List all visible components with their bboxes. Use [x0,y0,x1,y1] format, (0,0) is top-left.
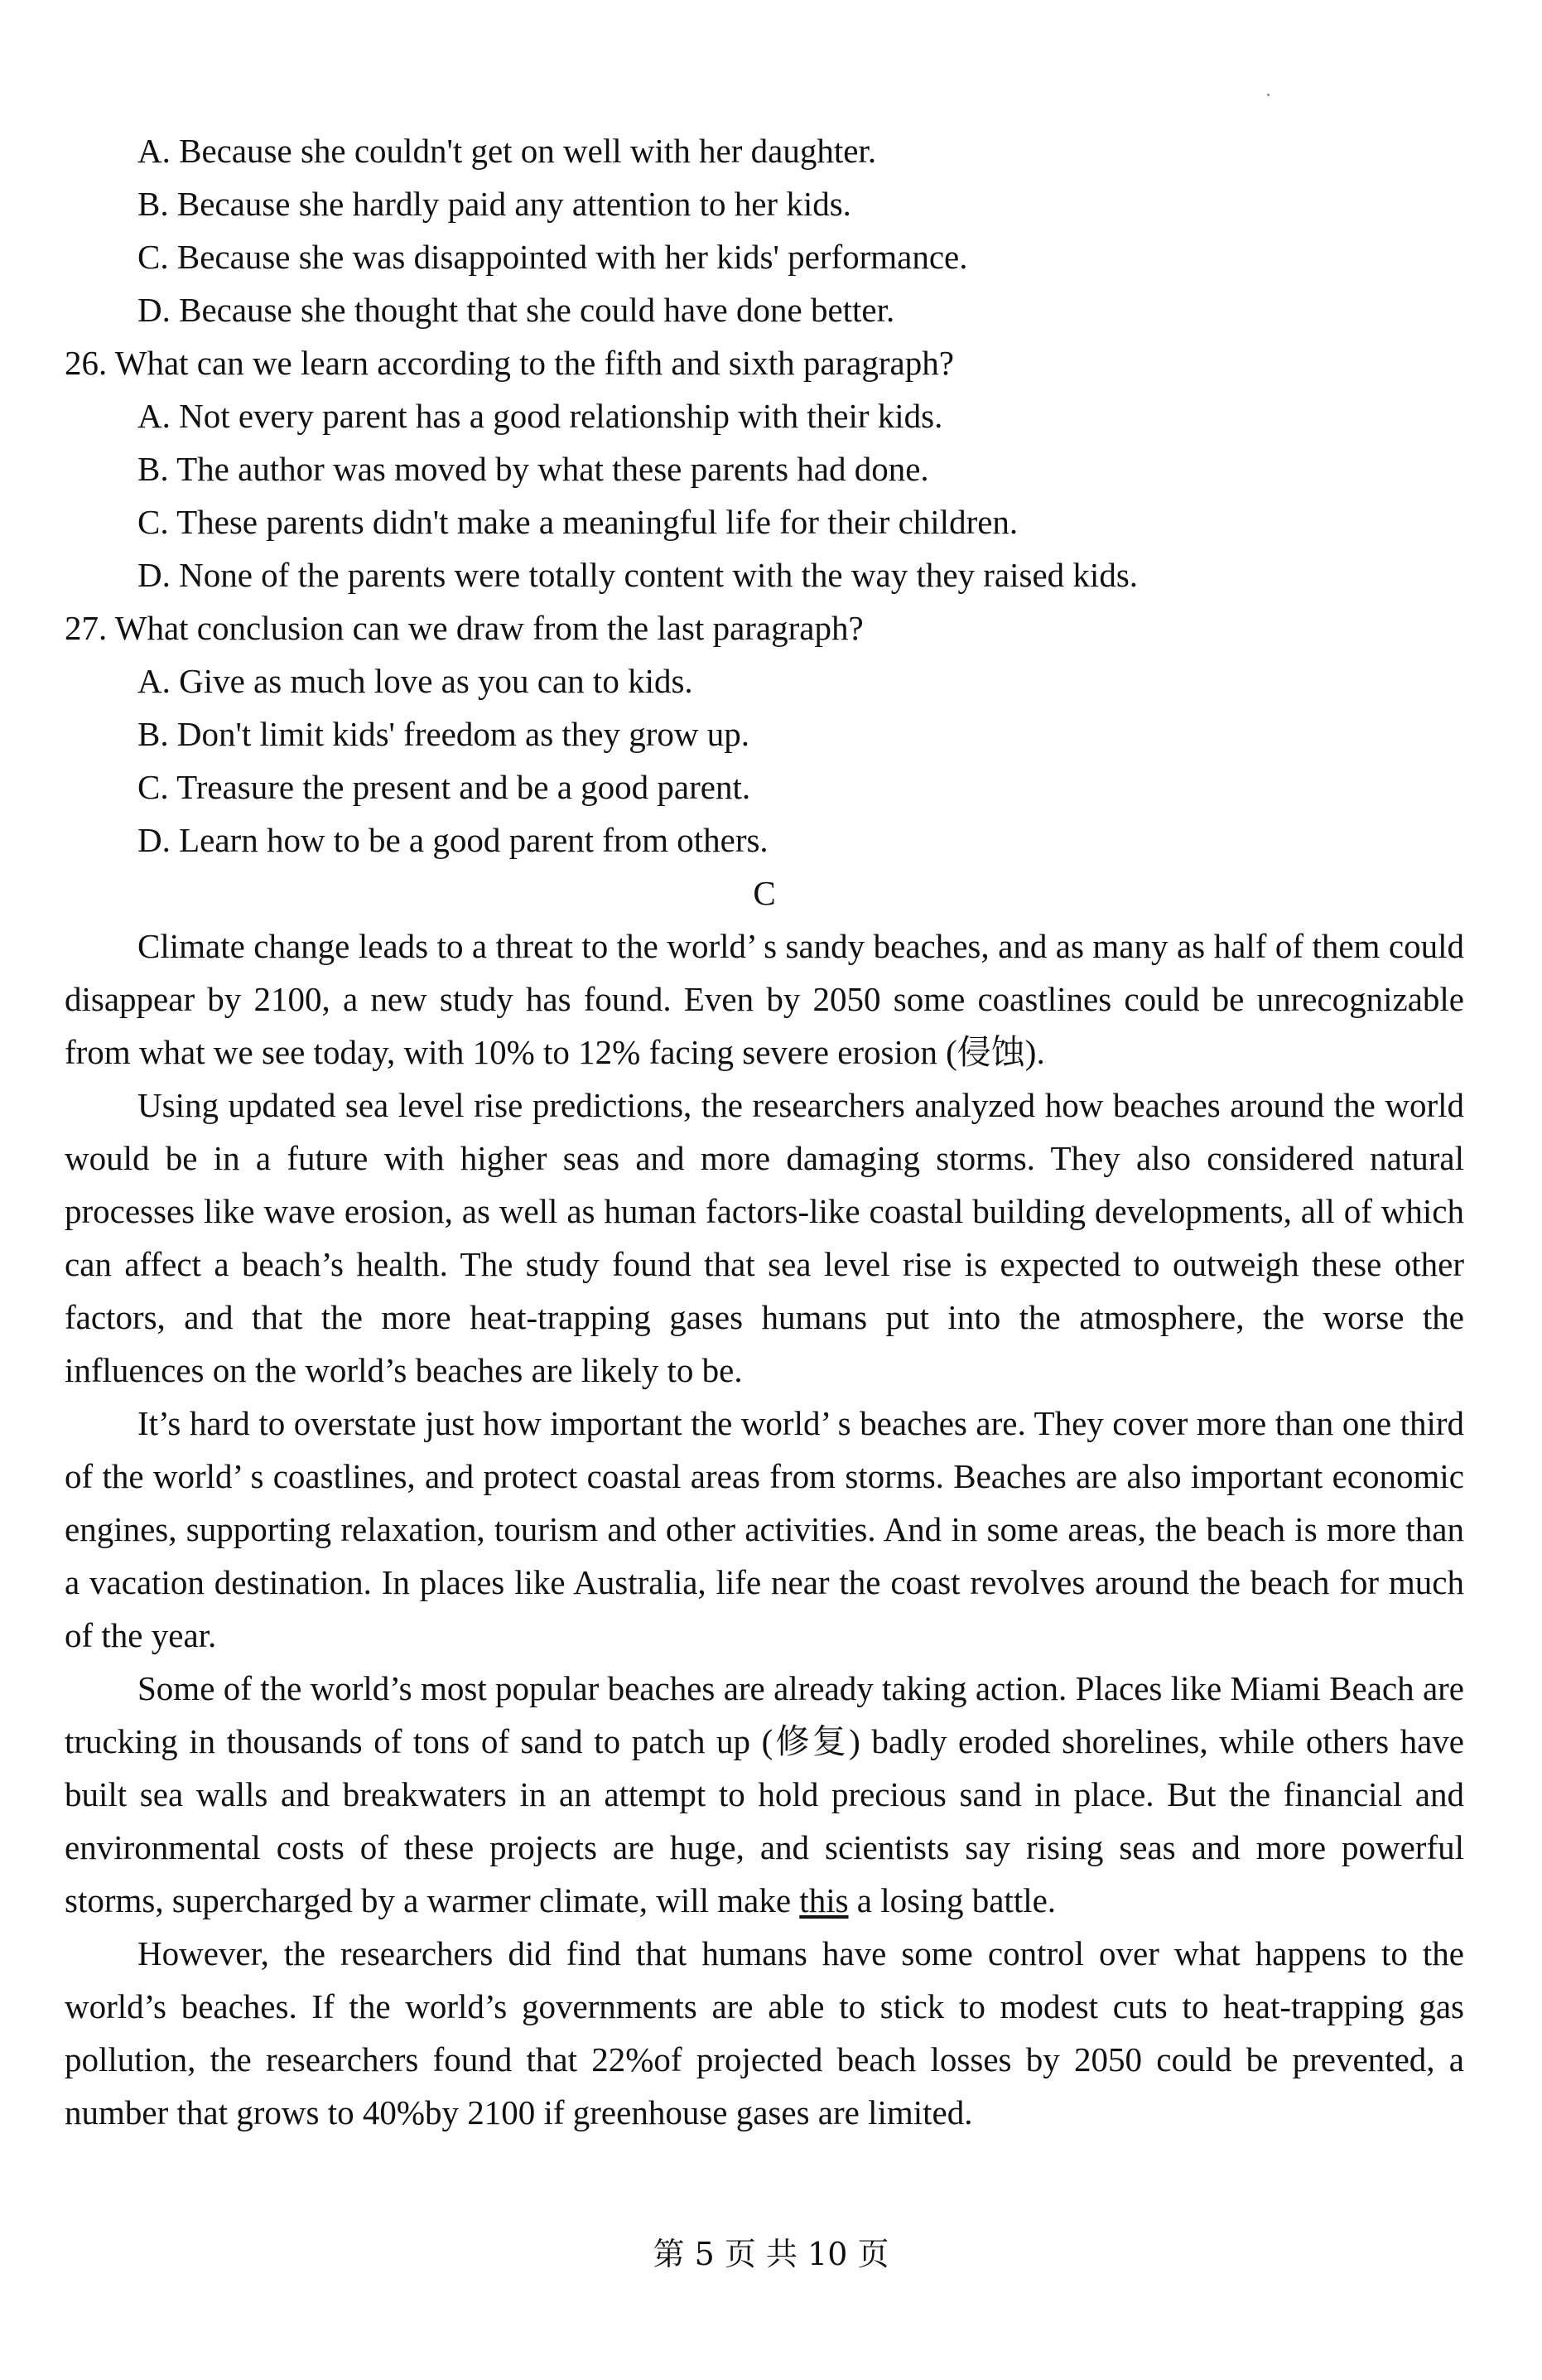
scan-speck [1267,94,1270,96]
passage-paragraph-5: However, the researchers did find that humans have some control over what happens to the world’s beaches. If the world’s governments are able to stick to modest cuts to heat-trapping gas pollution, the researchers found that 22%of projected beach losses by 2050 could be prevented, a number that grows to 40%by 2100 if greenhouse gases are limited. [65,1934,1464,2131]
passage-paragraph-3: It’s hard to overstate just how important the world’ s beaches are. They cover more than one third of the world’ s coastlines, and protect coastal areas from storms. Beaches are also important economic engines, supporting relaxation, tourism and other activities. And in some areas, the beach is more than a vacation destination. In places like Australia, life near the coast revolves around the beach for much of the year. [65,1404,1464,1654]
q25-option-d: D. Because she thought that she could have done better. [137,291,895,329]
q27-option-a: A. Give as much love as you can to kids. [137,662,693,700]
q27-question: 27. What conclusion can we draw from the last paragraph? [65,609,864,647]
q25-option-a: A. Because she couldn't get on well with her daughter. [137,132,877,170]
q27-option-c: C. Treasure the present and be a good parent. [137,768,751,806]
q25-option-c: C. Because she was disappointed with her kids' performance. [137,238,968,276]
section-heading: C [753,874,776,912]
q26-question: 26. What can we learn according to the fifth and sixth paragraph? [65,344,954,382]
paragraph-4-text-after: a losing battle. [848,1881,1057,1919]
q26-option-a: A. Not every parent has a good relationship with their kids. [137,397,943,435]
passage-paragraph-4 [65,1662,1464,1927]
page-number-footer: 第 5 页 共 10 页 [653,2236,889,2272]
page-content [65,124,1464,2139]
paragraph-4-text-before: Some of the world’s most popular beaches are already taking action. Places like Miami Beach are trucking in thousands of tons of sand to patch up (修复) badly eroded shorelines, while others have built sea walls and breakwaters in an attempt to hold precious sand in place. But the financial and environmental costs of these projects are huge, and scientists say rising seas and more powerful storms, supercharged by a warmer climate, will make [65,1669,1464,1919]
passage-paragraph-1: Climate change leads to a threat to the world’ s sandy beaches, and as many as half of them could disappear by 2100, a new study has found. Even by 2050 some coastlines could be unrecognizable from what we see today, with 10% to 12% facing severe erosion (侵蚀). [65,927,1464,1071]
underlined-word-this: this [799,1881,849,1919]
q27-option-b: B. Don't limit kids' freedom as they grow up. [137,715,750,753]
q25-option-b: B. Because she hardly paid any attention to her kids. [137,185,851,223]
q26-option-d: D. None of the parents were totally content with the way they raised kids. [137,556,1139,594]
q27-option-d: D. Learn how to be a good parent from others. [137,821,769,859]
q26-option-b: B. The author was moved by what these parents had done. [137,450,929,488]
passage-paragraph-2: Using updated sea level rise predictions, the researchers analyzed how beaches around the world would be in a future with higher seas and more damaging storms. They also considered natural processes like wave erosion, as well as human factors-like coastal building developments, all of which can affect a beach’s health. The study found that sea level rise is expected to outweigh these other factors, and that the more heat-trapping gases humans put into the atmosphere, the worse the influences on the world’s beaches are likely to be. [65,1086,1464,1389]
q26-option-c: C. These parents didn't make a meaningful life for their children. [137,503,1019,541]
